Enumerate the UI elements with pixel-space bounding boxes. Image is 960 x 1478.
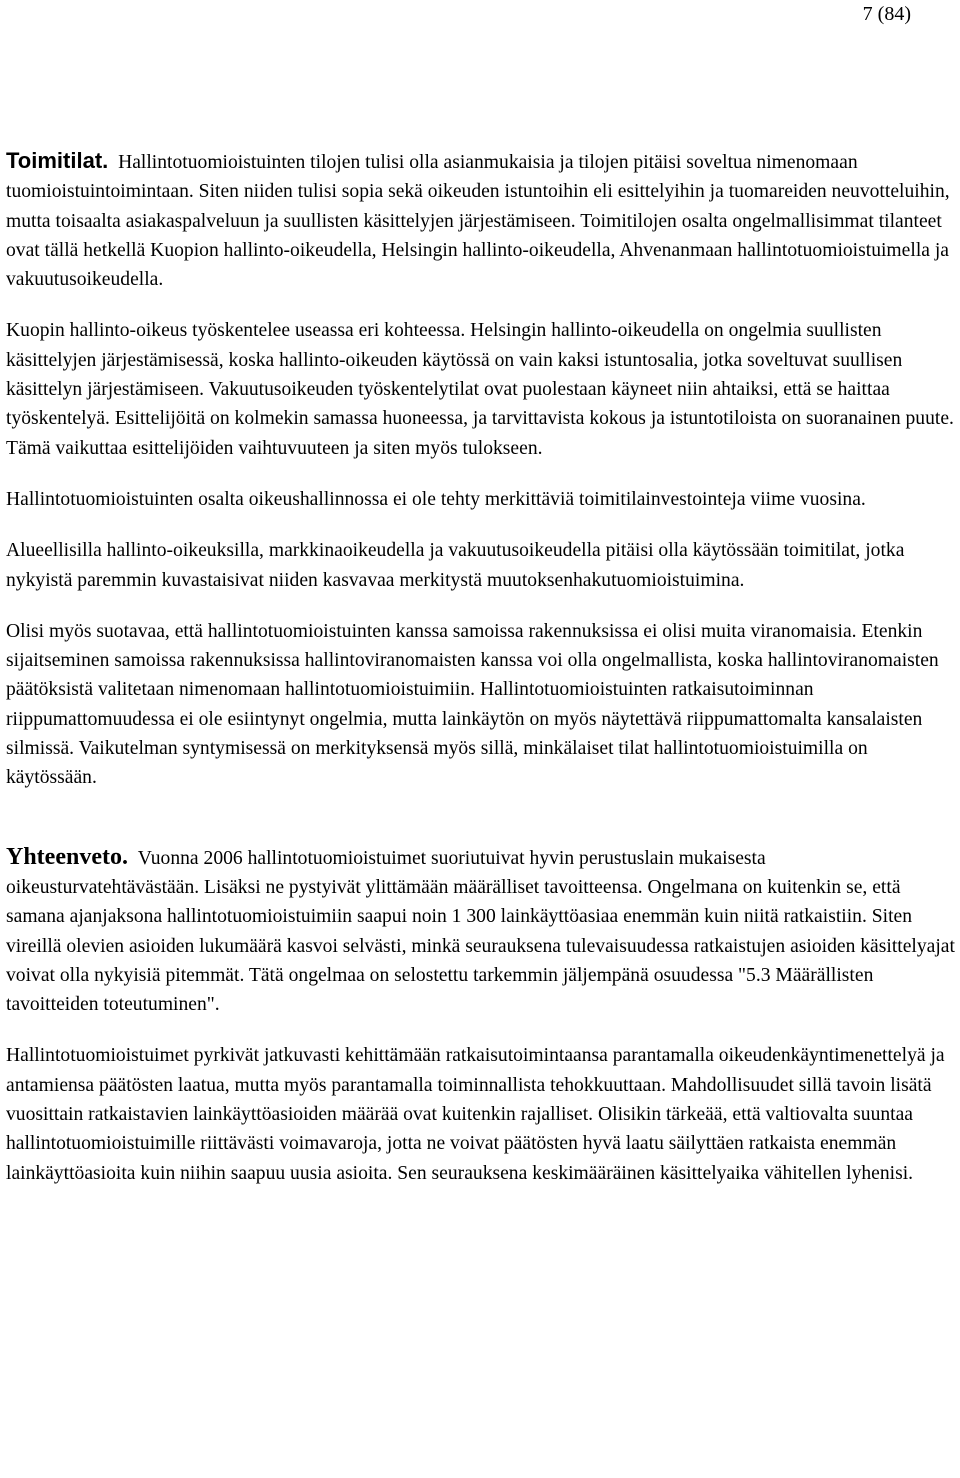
paragraph-text: Hallintotuomioistuinten tilojen tulisi olla asianmukaisia ja tilojen pitäisi soveltua nimenomaan tuomioistuintoimintaan. Siten niiden tulisi sopia sekä oikeuden istuntoihin eli esittelyihin ja tuomareiden neuvotteluihin, mutta toisaalta asiakaspalveluun ja suullisten käsittelyjen järjestämiseen. Toimitilojen osalta ongelmallisimmat tilanteet ovat tällä hetkellä Kuopion hallinto-oikeudella, Helsingin hallinto-oikeudella, Ahvenanmaan hallintotuomioistuimella ja vakuutusoikeudella. <box>6 152 950 291</box>
section-heading-toimitilat: Toimitilat. <box>6 148 109 173</box>
paragraph-toimitilat-intro <box>6 146 958 294</box>
paragraph-kuopin: Kuopin hallinto-oikeus työskentelee useassa eri kohteessa. Helsingin hallinto-oikeudella on ongelmia suullisten käsittelyjen järjestämisessä, koska hallinto-oikeuden käytössä on vain kaksi istuntosalia, jotka soveltuvat suullisen käsittelyn järjestämiseen. Vakuutusoikeuden työskentelytilat ovat puolestaan käyneet niin ahtaiksi, että se haittaa työskentelyä. Esittelijöitä on kolmekin samassa huoneessa, ja tarvittavista kokous ja istuntotiloista on suoranainen puute. Tämä vaikuttaa esittelijöiden vaihtuvuuteen ja siten myös tulokseen. <box>6 320 954 459</box>
paragraph-viranomaiset: Olisi myös suotavaa, että hallintotuomioistuinten kanssa samoissa rakennuksissa ei olisi muita viranomaisia. Etenkin sijaitseminen samoissa rakennuksissa hallintoviranomaisten kanssa voi olla ongelmallista, koska hallintoviranomaisten päätöksistä valitetaan nimenomaan hallintotuomioistuimiin. Hallintotuomioistuinten ratkaisutoiminnan riippumattomuudessa ei ole esiintynyt ongelmia, mutta lainkäytön on myös näytettävä riippumattomalta kansalaisten silmissä. Vaikutelman syntymisessä on merkityksensä myös sillä, minkälaiset tilat hallintotuomioistuimilla on käytössään. <box>6 620 939 789</box>
page-number: 7 (84) <box>862 3 911 25</box>
document-body <box>6 146 958 1188</box>
paragraph-alueelliset: Alueellisilla hallinto-oikeuksilla, markkinaoikeudella ja vakuutusoikeudella pitäisi olla käytössään toimitilat, jotka nykyistä paremmin kuvastaisivat niiden kasvavaa merkitystä muutoksenhakutuomioistuimina. <box>6 540 905 591</box>
section-heading-yhteenveto: Yhteenveto. <box>6 843 128 870</box>
paragraph-yhteenveto-intro <box>6 843 958 1020</box>
paragraph-investoinnit: Hallintotuomioistuinten osalta oikeushallinnossa ei ole tehty merkittäviä toimitilainvestointeja viime vuosina. <box>6 488 866 510</box>
paragraph-kehittaminen: Hallintotuomioistuimet pyrkivät jatkuvasti kehittämään ratkaisutoimintaansa parantamalla oikeudenkäyntimenettelyä ja antamiensa päätösten laatua, mutta myös parantamalla toiminnallista tehokkuuttaan. Mahdollisuudet sillä tavoin lisätä vuosittain ratkaistavien lainkäyttöasioiden määrää ovat kuitenkin rajalliset. Olisikin tärkeää, että valtiovalta suuntaa hallintotuomioistuimille riittävästi voimavaroja, jotta ne voivat päätösten hyvä laatu säilyttäen ratkaista enemmän lainkäyttöasioita kuin niihin saapuu uusia asioita. Sen seurauksena keskimääräinen käsittelyaika vähitellen lyhenisi. <box>6 1045 945 1184</box>
paragraph-text: Vuonna 2006 hallintotuomioistuimet suoriutuivat hyvin perustuslain mukaisesta oikeusturvatehtävästään. Lisäksi ne pystyivät ylittämään määrälliset tavoitteensa. Ongelmana on kuitenkin se, että samana ajanjaksona hallintotuomioistuimiin saapui noin 1 300 lainkäyttöasiaa enemmän kuin niitä ratkaistiin. Siten vireillä olevien asioiden lukumäärä kasvoi selvästi, minkä seurauksena tulevaisuudessa ratkaistujen asioiden käsittelyajat voivat olla nykyisiä pitemmät. Tätä ongelmaa on selostettu tarkemmin jäljempänä osuudessa "5.3 Määrällisten tavoitteiden toteutuminen". <box>6 847 955 1016</box>
